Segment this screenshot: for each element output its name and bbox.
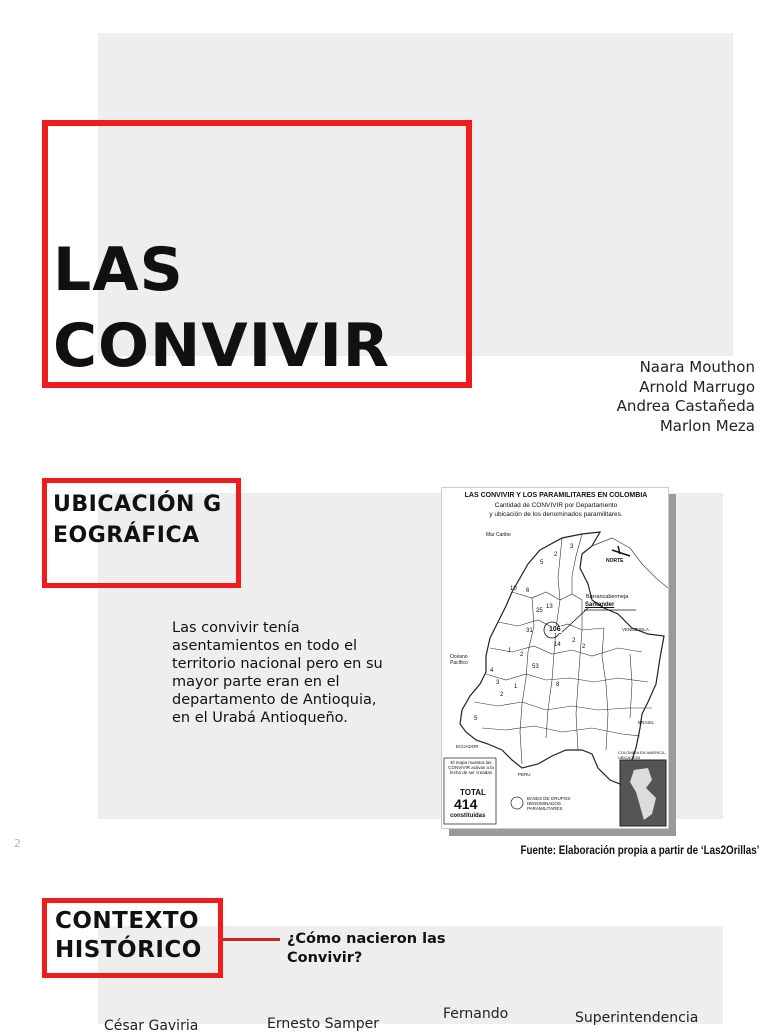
colombia-outline — [460, 532, 664, 784]
slide-number: 2 — [14, 837, 21, 850]
context-question — [287, 930, 487, 968]
map-label-north: NORTE — [606, 558, 624, 564]
map-source-caption: Fuente: Elaboración propia a partir de ‘Las2Orillas’ — [520, 843, 759, 857]
context-heading — [55, 907, 202, 965]
map-label-ocean: Océano Pacífico — [450, 654, 468, 666]
dept-count: 2 — [572, 638, 576, 644]
dept-count: 2 — [500, 692, 504, 698]
map-total-caption: constituidas — [450, 813, 486, 819]
map-legend-note: El mapa muestra las CONVIVIR activas a la fecha de ser creadas — [448, 760, 494, 775]
map-label-country: VENEZUELA — [622, 627, 649, 632]
map-subtitle: Cantidad de CONVIVIR por Departamento — [494, 502, 618, 509]
dept-count: 3 — [570, 544, 574, 550]
title-line-2: CONVIVIR — [53, 311, 390, 381]
location-heading: UBICACIÓN GEOGRÁFICA — [53, 492, 222, 548]
map-label-department: Santander — [585, 602, 615, 608]
dept-count: 6 — [526, 588, 530, 594]
dept-count: 4 — [490, 668, 494, 674]
dept-count: 3 — [496, 680, 500, 686]
dept-count: 5 — [540, 560, 544, 566]
map-title: LAS CONVIVIR Y LOS PARAMILITARES EN COLOMBIA — [464, 492, 648, 499]
author-list — [617, 358, 755, 436]
dept-count: 1 — [514, 684, 518, 690]
map-total-value: 414 — [454, 796, 478, 812]
dept-count: 25 — [536, 608, 543, 614]
map-label-country: PERU — [518, 772, 531, 777]
timeline-name: Superintendencia — [575, 1010, 699, 1026]
bases-icon — [511, 797, 523, 809]
dept-count: 5 — [474, 716, 478, 722]
dept-count: 8 — [556, 682, 560, 688]
dept-count: 13 — [546, 604, 553, 610]
dept-count: 31 — [526, 628, 533, 634]
context-heading-line-1: CONTEXTO — [55, 908, 200, 934]
author-name: Naara Mouthon — [639, 358, 755, 376]
dept-count: 53 — [532, 664, 539, 670]
presentation-title — [53, 232, 390, 384]
map-label-country: BRASIL — [638, 720, 655, 725]
title-line-1: LAS — [53, 235, 184, 305]
author-name: Arnold Marrugo — [639, 377, 755, 396]
dept-count: 2 — [520, 652, 524, 658]
map-bases-label: BASES DE GRUPOS DENOMINADOS PARAMILITARES — [527, 796, 571, 811]
question-text: ¿Cómo nacieron las Convivir? — [287, 931, 446, 966]
border-venezuela — [592, 538, 668, 588]
map-inset-label: COLOMBIA EN AMERICA UBICACION — [618, 750, 665, 760]
map-subtitle: y ubicación de los denominados paramilitares. — [489, 511, 623, 518]
timeline-name: César Gaviria — [104, 1018, 199, 1034]
dept-count: 2 — [582, 644, 586, 650]
dept-count: 1 — [508, 648, 512, 654]
dept-count: 10 — [510, 586, 517, 592]
dept-count: 2 — [554, 552, 558, 558]
map-total-label: TOTAL — [460, 788, 486, 797]
north-arrow-icon — [612, 546, 630, 556]
author-name: Marlon Meza — [659, 416, 755, 435]
dept-count-highlight: 106 — [549, 626, 561, 633]
location-body-text: Las convivir tenía asentamientos en todo el territorio nacional pero en su mayor parte eran en el departamento de Antioquia, en el Urabá Antioqueño. — [172, 620, 383, 726]
map-drawing — [442, 488, 670, 830]
connector-line — [222, 938, 280, 941]
timeline-name: Fernando — [443, 1006, 509, 1022]
colombia-convivir-map — [441, 487, 669, 829]
timeline-name: Ernesto Samper — [267, 1016, 379, 1032]
author-name: Andrea Castañeda — [616, 397, 755, 415]
map-label-city: Barrancabermeja — [586, 594, 629, 600]
map-label-country: ECUADOR — [456, 744, 479, 749]
map-label-sea: Mar Caribe — [486, 532, 511, 538]
context-heading-line-2: HISTÓRICO — [55, 937, 202, 963]
dept-count: 14 — [554, 642, 561, 648]
